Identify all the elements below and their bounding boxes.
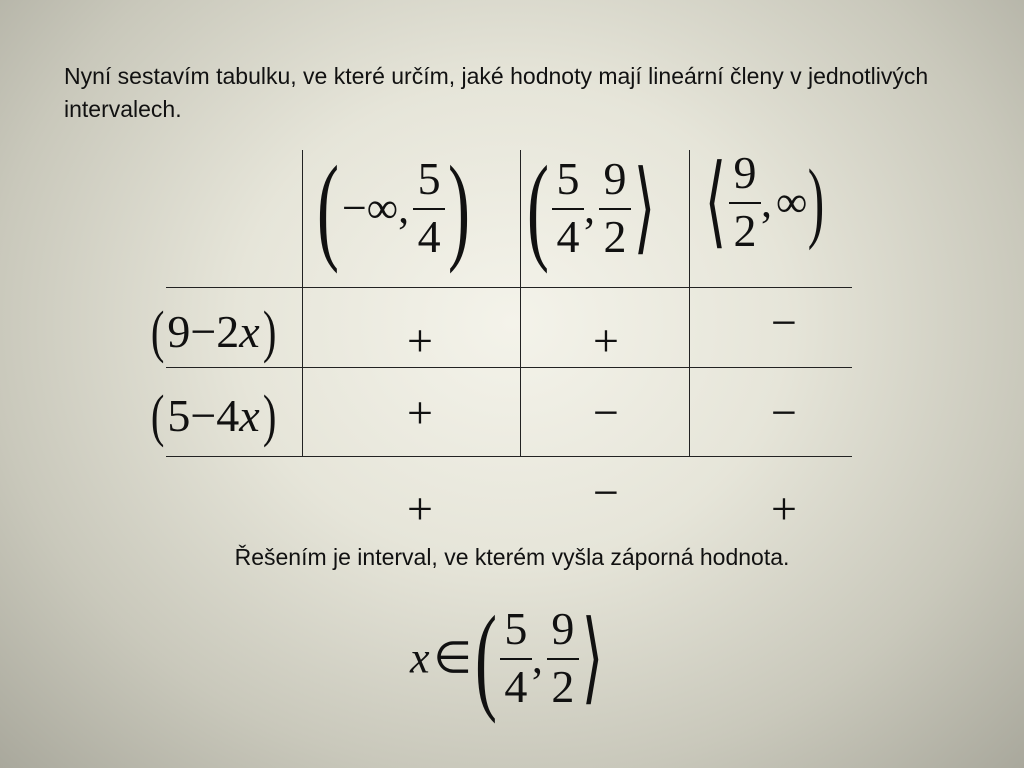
answer-expression: x ∈ ( $\frac{5}{4}$ , $\frac{9}{2}$ ⟩	[410, 591, 604, 724]
table-vline-1	[302, 150, 303, 456]
result-sign: +	[771, 483, 797, 534]
table-vline-2	[520, 150, 521, 456]
fraction: $\frac{5}{4}$	[500, 604, 532, 712]
interval-header-3: ⟨ $\frac{9}{2}$ , ∞ )	[704, 146, 825, 257]
row-label-1: (9−2x)	[150, 299, 277, 364]
conclusion-text: Řešením je interval, ve kterém vyšla záporná hodnota.	[234, 544, 790, 570]
sign-cell: −	[771, 387, 797, 438]
sign-cell: +	[407, 387, 433, 438]
table-vline-3	[689, 150, 690, 456]
fraction: $\frac{5}{4}$	[413, 154, 445, 262]
fraction: $\frac{9}{2}$	[729, 148, 761, 256]
table-hline-2	[166, 367, 852, 368]
sign-cell: −	[771, 297, 797, 348]
result-sign: +	[407, 483, 433, 534]
table-hline-3	[166, 456, 852, 457]
sign-cell: +	[407, 315, 433, 366]
fraction: $\frac{9}{2}$	[599, 154, 631, 262]
row-label-2: (5−4x)	[150, 383, 277, 448]
sign-cell: −	[593, 387, 619, 438]
table-hline-1	[166, 287, 852, 288]
interval-header-1: ( −∞, $\frac{5}{4}$ )	[316, 141, 471, 274]
fraction: $\frac{9}{2}$	[547, 604, 579, 712]
intro-text: Nyní sestavím tabulku, ve které určím, jaké hodnoty mají lineární členy v jednotlivých intervalech.	[64, 63, 929, 122]
fraction: $\frac{5}{4}$	[552, 154, 584, 262]
result-sign: −	[593, 467, 619, 518]
interval-header-2: ( $\frac{5}{4}$ , $\frac{9}{2}$ ⟩	[526, 141, 656, 274]
sign-cell: +	[593, 315, 619, 366]
